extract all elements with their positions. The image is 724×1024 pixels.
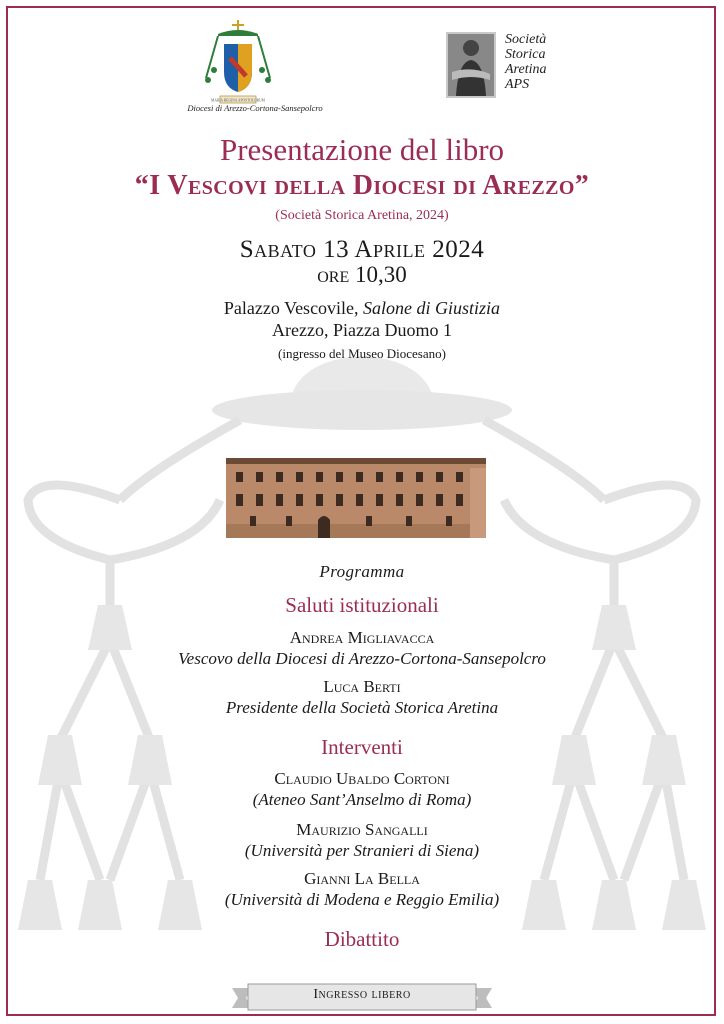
venue-entrance: (ingresso del Museo Diocesano) [278,346,446,361]
program-heading: Programma [319,562,405,581]
venue-prefix: Palazzo Vescovile, [223,298,364,318]
diocese-coat-of-arms [200,18,276,106]
society-name-line: APS [505,77,530,92]
book-title: “I Vescovi della Diocesi di Arezzo” [134,170,590,201]
venue [0,298,724,319]
speaker-role: (Università di Modena e Reggio Emilia) [224,890,500,909]
speaker-role: Vescovo della Diocesi di Arezzo-Cortona-Sansepolcro [178,649,546,668]
society-name-line: Aretina [505,62,547,77]
entry-label: Ingresso libero [313,987,411,1002]
venue-address: Arezzo, Piazza Duomo 1 [272,320,452,340]
speaker-role: (Università per Stranieri di Siena) [244,841,480,860]
palazzo-illustration [226,458,486,538]
speaker-name: Luca Berti [323,677,401,696]
event-date: Sabato 13 Aprile 2024 [239,236,485,263]
talks-heading: Interventi [321,735,403,759]
event-time: ore 10,30 [317,262,407,287]
speaker-role: Presidente della Società Storica Aretina [225,698,499,717]
debate-heading: Dibattito [324,927,400,951]
venue-room: Salone di Giustizia [363,298,501,318]
speaker-role: (Ateneo Sant’Anselmo di Roma) [252,790,472,809]
title-line-1: Presentazione del libro [219,132,505,167]
society-name-line: Storica [505,47,546,62]
speaker-name: Gianni La Bella [304,869,420,888]
speaker-name: Andrea Migliavacca [289,628,435,647]
society-name [505,32,546,92]
book-publisher: (Società Storica Aretina, 2024) [275,208,449,223]
society-logo [446,32,496,98]
greetings-heading: Saluti istituzionali [285,593,439,617]
speaker-name: Claudio Ubaldo Cortoni [274,769,450,788]
speaker-name: Maurizio Sangalli [296,820,428,839]
diocese-name: Diocesi di Arezzo-Cortona-Sansepolcro [187,103,323,113]
diocese-motto: MARIA REGINA APOSTOLORUM [211,98,265,103]
society-name-line: Società [505,32,547,47]
